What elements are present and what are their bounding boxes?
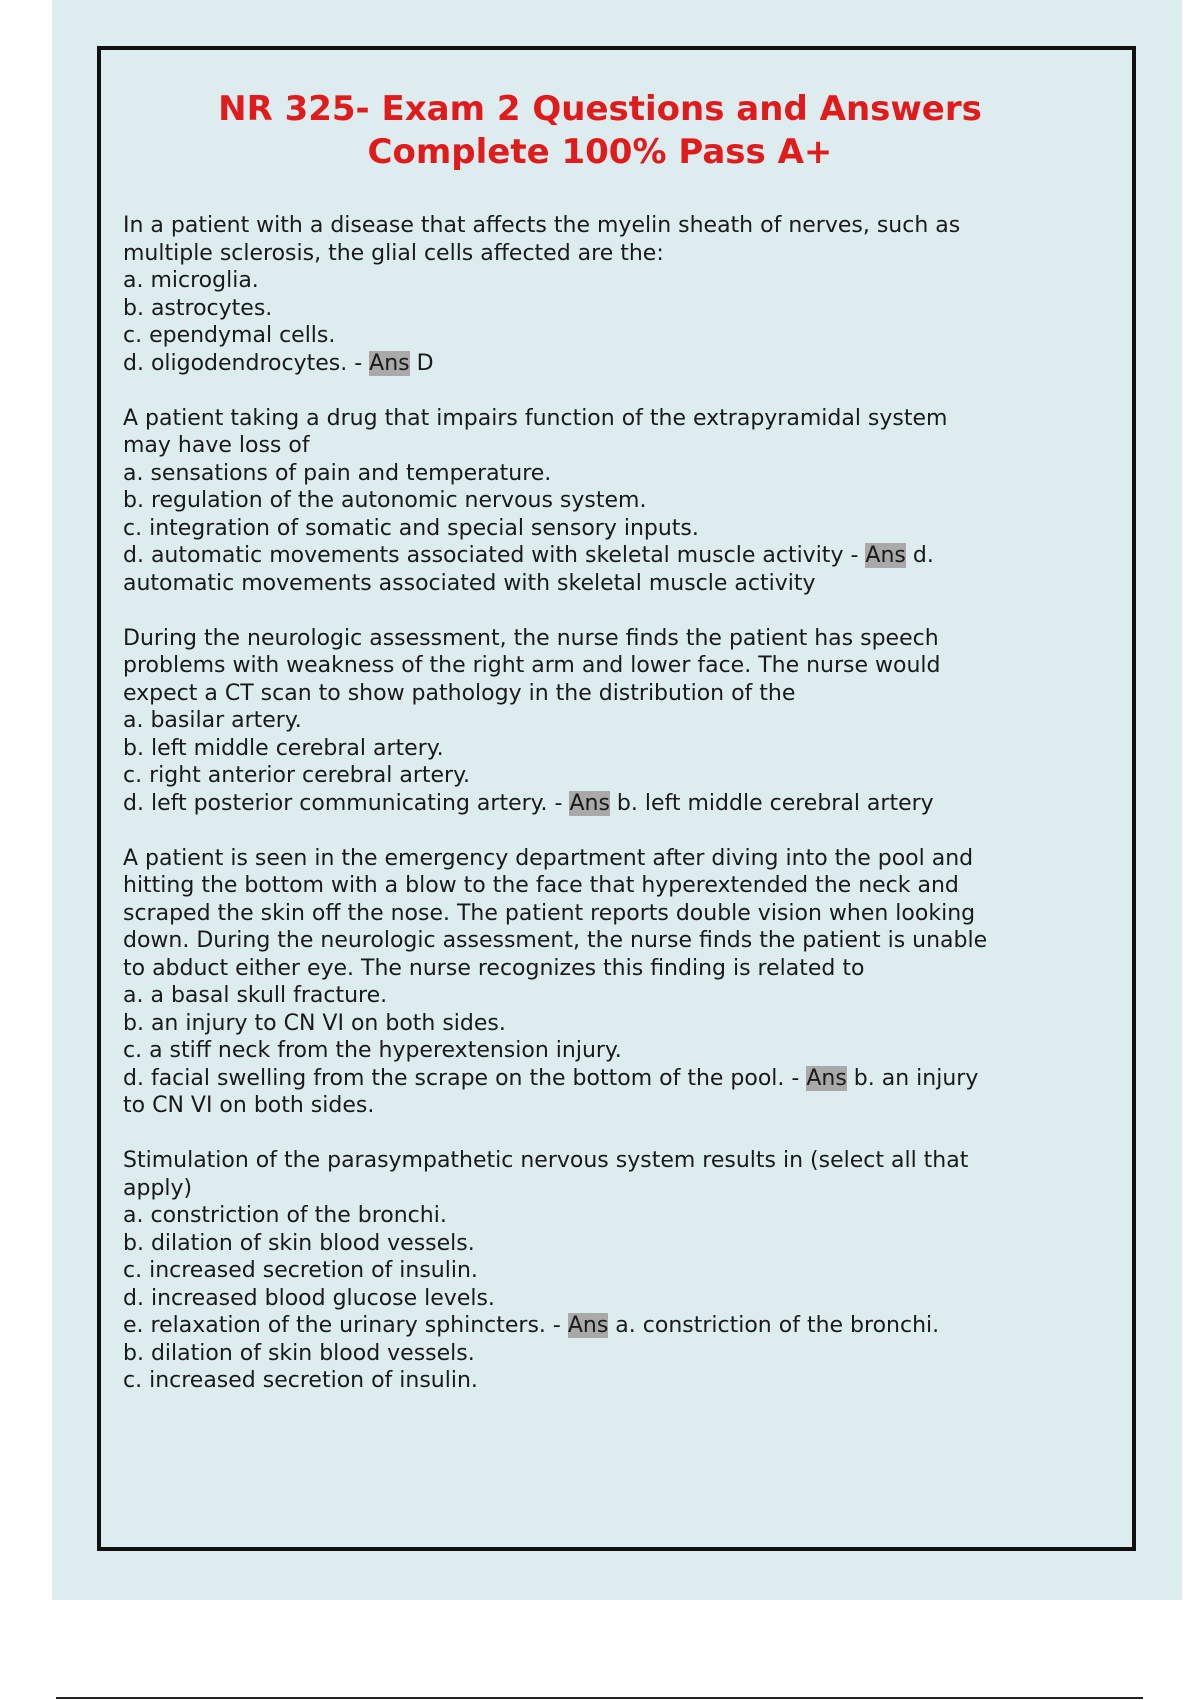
question-block — [123, 625, 943, 818]
document-title — [0, 88, 1200, 174]
answer-highlight-tag: Ans — [569, 790, 610, 816]
answer-highlight-tag: Ans — [369, 350, 410, 376]
question-line: apply) — [123, 1175, 193, 1201]
question-line: a. microglia. — [123, 268, 259, 293]
question-text: In a patient with a disease that affects the myelin sheath of nerves, such as — [123, 213, 961, 238]
question-text: During the neurologic assessment, the nurse finds the patient has speech — [123, 625, 939, 651]
question-line: scraped the skin off the nose. The patient reports double vision when looking — [123, 900, 976, 926]
question-line: a. basilar artery. — [123, 708, 302, 733]
question-line: b. left middle cerebral artery. — [123, 735, 444, 761]
answer-line — [123, 350, 943, 378]
answer-text: d. — [905, 543, 934, 568]
question-line: c. a stiff neck from the hyperextension injury. — [123, 1038, 622, 1063]
answer-option-text: d. left posterior communicating artery. - — [123, 790, 570, 816]
question-block — [123, 405, 948, 598]
answer-text: D — [409, 350, 434, 376]
answer-continuation: b. dilation of skin blood vessels. — [123, 1340, 475, 1366]
answer-option-text: d. facial swelling from the scrape on the bottom of the pool. - — [123, 1065, 807, 1091]
answer-highlight-tag: Ans — [806, 1065, 847, 1091]
question-text: Stimulation of the parasympathetic nervous system results in (select all that — [123, 1148, 969, 1173]
answer-continuation: automatic movements associated with skeletal muscle activity — [123, 570, 816, 596]
question-text: A patient taking a drug that impairs function of the extrapyramidal system — [123, 405, 948, 431]
answer-text: b. an injury — [846, 1065, 979, 1091]
question-line: a. a basal skull fracture. — [123, 983, 388, 1008]
question-line: a. constriction of the bronchi. — [123, 1203, 447, 1228]
answer-highlight-tag: Ans — [567, 1313, 609, 1338]
answer-line — [123, 1065, 979, 1093]
question-line: c. integration of somatic and special sensory inputs. — [123, 515, 699, 541]
answer-option-text: e. relaxation of the urinary sphincters. - — [123, 1313, 568, 1338]
answer-line — [123, 542, 943, 570]
question-line: a. sensations of pain and temperature. — [123, 460, 552, 486]
question-block — [123, 1147, 969, 1395]
question-block — [123, 845, 988, 1120]
question-line: problems with weakness of the right arm and lower face. The nurse would — [123, 653, 941, 678]
question-line: down. During the neurologic assessment, the nurse finds the patient is unable — [123, 928, 988, 953]
answer-text: b. left middle cerebral artery — [609, 790, 934, 816]
question-line: b. regulation of the autonomic nervous system. — [123, 488, 647, 513]
question-line: expect a CT scan to show pathology in the distribution of the — [123, 680, 796, 706]
title-line-1: NR 325- Exam 2 Questions and Answers — [218, 89, 982, 129]
question-line: b. dilation of skin blood vessels. — [123, 1230, 475, 1256]
question-text: A patient is seen in the emergency department after diving into the pool and — [123, 845, 974, 871]
question-line: c. ependymal cells. — [123, 323, 336, 348]
answer-line — [123, 1312, 943, 1340]
question-line: hitting the bottom with a blow to the face that hyperextended the neck and — [123, 873, 959, 898]
question-block — [123, 212, 961, 377]
question-line: c. right anterior cerebral artery. — [123, 763, 470, 788]
answer-continuation: c. increased secretion of insulin. — [123, 1368, 478, 1393]
answer-option-text: d. automatic movements associated with skeletal muscle activity - — [123, 543, 866, 568]
answer-continuation: to CN VI on both sides. — [123, 1093, 375, 1118]
answer-option-text: d. oligodendrocytes. - — [123, 350, 370, 376]
question-line: b. an injury to CN VI on both sides. — [123, 1010, 506, 1036]
title-line-2: Complete 100% Pass A+ — [367, 132, 833, 172]
question-line: may have loss of — [123, 433, 310, 458]
answer-highlight-tag: Ans — [865, 543, 906, 568]
question-line: b. astrocytes. — [123, 295, 273, 321]
question-line: c. increased secretion of insulin. — [123, 1258, 478, 1283]
answer-line — [123, 790, 943, 818]
question-line: multiple sclerosis, the glial cells affected are the: — [123, 240, 664, 266]
answer-text: a. constriction of the bronchi. — [608, 1313, 940, 1338]
question-line: to abduct either eye. The nurse recognizes this finding is related to — [123, 955, 865, 981]
bottom-divider — [56, 1697, 1143, 1699]
question-line: d. increased blood glucose levels. — [123, 1285, 495, 1311]
questions-list — [123, 212, 988, 1422]
